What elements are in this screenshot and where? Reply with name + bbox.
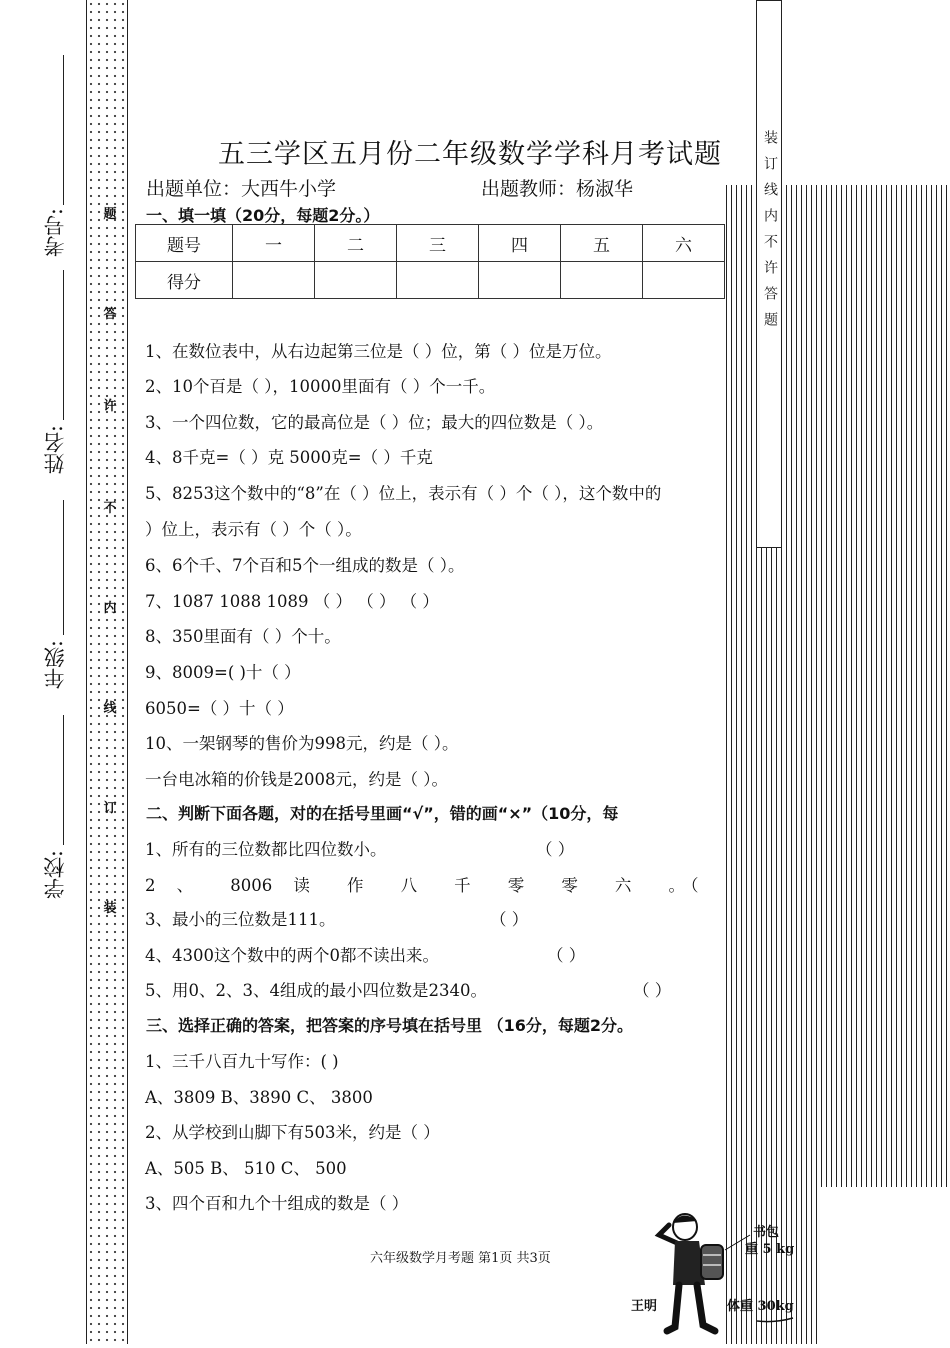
table-cell: 二: [315, 225, 397, 262]
judge-blank[interactable]: （ ）: [633, 981, 672, 1000]
choice-question: 2、从学校到山脚下有503米，约是（ ）: [145, 1123, 440, 1142]
page-footer: 六年级数学月考题 第1页 共3页: [370, 1251, 551, 1266]
section3-heading: 三、选择正确的答案，把答案的序号填在括号里 （16分，每题2分。: [146, 1016, 633, 1035]
school-label: 学校:: [43, 850, 67, 900]
grade-line: [63, 500, 64, 635]
judge-blank[interactable]: （ ）: [536, 840, 575, 859]
judge-question: 1、所有的三位数都比四位数小。: [145, 840, 387, 859]
judge-question: 4、4300这个数中的两个0都不读出来。: [145, 946, 439, 965]
choice-question: 3、四个百和九个十组成的数是（ ）: [145, 1194, 409, 1213]
exam-teacher: 出题教师：杨淑华: [481, 178, 634, 200]
choice-options: A、505 B、 510 C、 500: [145, 1159, 347, 1178]
strip-char: 装: [103, 901, 117, 916]
score-input-cell[interactable]: [397, 262, 479, 299]
question-line: 4、8千克=（ ）克 5000克=（ ）千克: [145, 448, 433, 467]
question-line: 一台电冰箱的价钱是2008元，约是（ ）。: [145, 770, 448, 789]
judge-blank[interactable]: （: [682, 876, 699, 895]
strip-char: 线: [103, 701, 117, 716]
judge-blank[interactable]: （ ）: [490, 910, 529, 929]
exam-title: 五三学区五月份二年级数学学科月考试题: [218, 139, 722, 170]
boy-illustration-icon: [625, 1205, 825, 1344]
strip-char: 订: [103, 801, 117, 816]
exam-number-line: [63, 55, 64, 205]
boy-with-schoolbag-illustration: [625, 1205, 825, 1344]
section2-heading: 二、判断下面各题，对的在括号里画“√”，错的画“×”（10分，每: [146, 804, 619, 823]
judge-question: 2 、 8006 读 作 八 千 零 零 六 。: [145, 876, 685, 895]
school-line: [63, 715, 64, 845]
strip-char: 内: [103, 601, 117, 616]
question-line: 9、8009=( )十（ ）: [145, 663, 301, 682]
name-line: [63, 270, 64, 420]
choice-question: 1、三千八百九十写作：( ): [145, 1052, 339, 1071]
choice-options: A、3809 B、3890 C、 3800: [145, 1088, 373, 1107]
exam-number-label: 考号:: [43, 208, 67, 258]
score-input-cell[interactable]: [479, 262, 561, 299]
judge-question: 3、最小的三位数是111。: [145, 910, 336, 929]
table-cell: 五: [561, 225, 643, 262]
score-table-score-row: [136, 262, 725, 299]
table-cell: 一: [233, 225, 315, 262]
question-line: 5、8253这个数中的“8”在（ ）位上，表示有（ ）个（ ），这个数中的: [145, 484, 662, 503]
table-cell: 得分: [136, 262, 233, 299]
score-input-cell[interactable]: [643, 262, 725, 299]
score-input-cell[interactable]: [233, 262, 315, 299]
name-label: 姓名:: [43, 425, 67, 475]
question-line: ）位上，表示有（ ）个（ ）。: [145, 520, 362, 539]
strip-char: 答: [103, 307, 117, 322]
score-table-header-row: [136, 225, 725, 262]
exam-unit: 出题单位：大西牛小学: [146, 178, 337, 200]
strip-char: 不: [103, 501, 117, 516]
score-table: [135, 224, 725, 299]
question-line: 8、350里面有（ ）个十。: [145, 627, 341, 646]
score-input-cell[interactable]: [315, 262, 397, 299]
score-input-cell[interactable]: [561, 262, 643, 299]
bag-weight-label: 重 5 kg: [745, 1242, 795, 1257]
question-line: 1、在数位表中，从右边起第三位是（ ）位，第（ ）位是万位。: [145, 342, 612, 361]
judge-blank[interactable]: （ ）: [547, 946, 586, 965]
table-cell: 三: [397, 225, 479, 262]
binding-dot-strip: [86, 0, 128, 1344]
grade-label: 年级:: [43, 640, 67, 690]
question-line: 7、1087 1088 1089 （ ） （ ） （ ）: [145, 592, 439, 611]
section1-heading: 一、填一填（20分，每题2分。）: [146, 206, 380, 225]
question-line: 3、一个四位数，它的最高位是（ ）位；最大的四位数是（ ）。: [145, 413, 604, 432]
judge-question: 5、用0、2、3、4组成的最小四位数是2340。: [145, 981, 487, 1000]
strip-char: 许: [103, 399, 117, 414]
boy-weight-label: 体重 30kg: [727, 1299, 794, 1314]
question-line: 6、6个千、7个百和5个一组成的数是（ ）。: [145, 556, 465, 575]
binding-notice-text: 装订线内不许答题: [762, 130, 778, 338]
question-line: 6050=（ ）十（ ）: [145, 699, 294, 718]
bag-label: 书包: [753, 1225, 780, 1240]
strip-char: 题: [103, 207, 117, 222]
question-line: 2、10个百是（ ），10000里面有（ ）个一千。: [145, 377, 496, 396]
boy-name-label: 王明: [631, 1299, 658, 1314]
table-cell: 题号: [136, 225, 233, 262]
table-cell: 四: [479, 225, 561, 262]
question-line: 10、一架钢琴的售价为998元，约是（ ）。: [145, 734, 459, 753]
bottom-right-blank: [820, 1187, 950, 1344]
table-cell: 六: [643, 225, 725, 262]
